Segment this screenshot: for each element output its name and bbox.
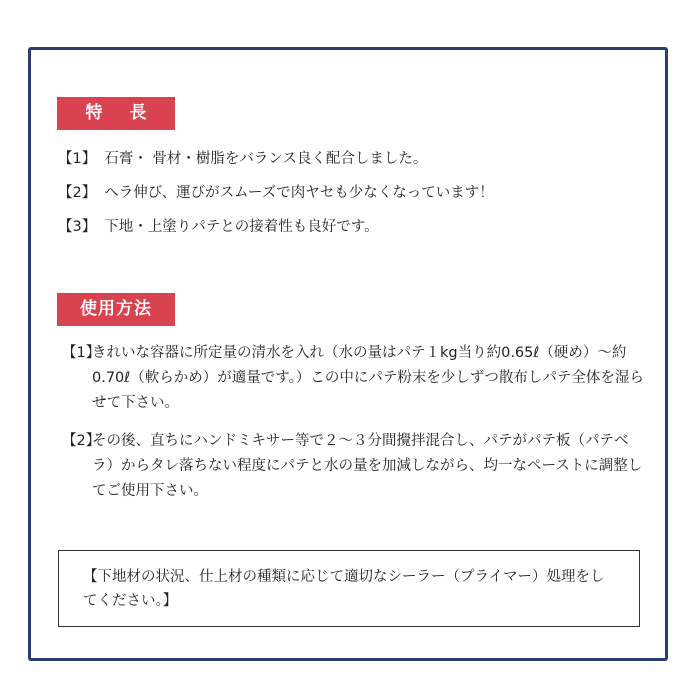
- feature-item-text: 下地・上塗りパテとの接着性も良好です。: [104, 219, 379, 235]
- feature-item-number: 【2】: [58, 185, 97, 201]
- primer-note-box: [58, 550, 640, 627]
- feature-item-3: [58, 216, 379, 238]
- usage-heading: 使用方法: [57, 293, 175, 326]
- feature-item-1: [58, 148, 427, 170]
- feature-item-text: ヘラ伸び、運びがスムーズで肉ヤセも少なくなっています！: [104, 185, 494, 201]
- primer-note-text: 【下地材の状況、仕上材の種類に応じて適切なシーラー（プライマー）処理をしてください。】: [83, 569, 605, 609]
- usage-step-text: きれいな容器に所定量の清水を入れ（水の量はパテ１kg当り約0.65ℓ（硬め）～約0.70ℓ（軟らかめ）が適量です。）この中にパテ粉末を少しずつ散布しパテ全体を湿らせて下さい。: [92, 345, 644, 411]
- features-heading: 特長: [57, 97, 175, 130]
- feature-item-number: 【3】: [58, 219, 97, 235]
- feature-item-2: [58, 182, 494, 204]
- usage-step-text: その後、直ちにハンドミキサー等で２～３分間攪拌混合し、パテがパテ板（パテベラ）からタレ落ちない程度にパテと水の量を加減しながら、均一なペーストに調整してご使用下さい。: [92, 433, 643, 499]
- feature-item-text: 石膏・ 骨材・樹脂をバランス良く配合しました。: [104, 151, 428, 167]
- usage-step-1: [62, 341, 644, 416]
- usage-step-number: 【2】: [62, 433, 101, 449]
- usage-step-number: 【1】: [62, 345, 101, 361]
- usage-step-2: [62, 429, 644, 504]
- feature-item-number: 【1】: [58, 151, 97, 167]
